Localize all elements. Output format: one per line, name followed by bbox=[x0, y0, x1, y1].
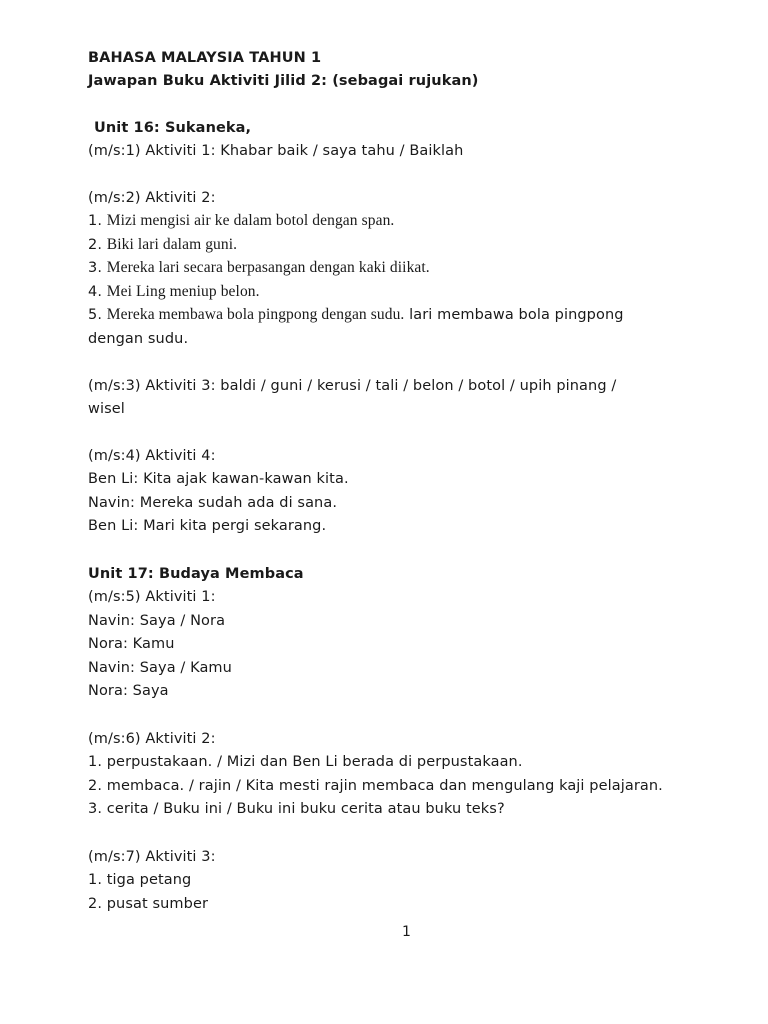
item-text: Mizi mengisi air ke dalam botol dengan span. bbox=[106, 212, 395, 229]
list-item bbox=[88, 211, 394, 231]
unit16-ms1-line: (m/s:1) Aktiviti 1: Khabar baik / saya tahu / Baiklah bbox=[88, 143, 464, 159]
unit16-ms2-heading: (m/s:2) Aktiviti 2: bbox=[88, 190, 216, 206]
unit17-heading: Unit 17: Budaya Membaca bbox=[88, 566, 304, 582]
page-number: 1 bbox=[402, 924, 411, 940]
list-item: 2. pusat sumber bbox=[88, 896, 209, 912]
item-number: 2. bbox=[88, 237, 107, 253]
list-item bbox=[88, 235, 237, 255]
list-item: 3. cerita / Buku ini / Buku ini buku cerita atau buku teks? bbox=[88, 801, 505, 817]
unit16-ms4-heading: (m/s:4) Aktiviti 4: bbox=[88, 448, 216, 464]
item-number: 3. bbox=[88, 260, 107, 276]
unit16-heading: Unit 16: Sukaneka, bbox=[94, 120, 252, 136]
dialogue-line: Nora: Saya bbox=[88, 683, 169, 699]
dialogue-line: Navin: Saya / Kamu bbox=[88, 660, 232, 676]
item-number: 1. bbox=[88, 213, 107, 229]
unit17-ms6-heading: (m/s:6) Aktiviti 2: bbox=[88, 731, 216, 747]
unit17-ms7-heading: (m/s:7) Aktiviti 3: bbox=[88, 849, 216, 865]
document-title: BAHASA MALAYSIA TAHUN 1 bbox=[88, 50, 322, 66]
item-text: Mei Ling meniup belon. bbox=[106, 283, 260, 300]
item-text-extra: lari membawa bola pingpong bbox=[404, 307, 624, 323]
unit16-ms3-line: (m/s:3) Aktiviti 3: baldi / guni / kerusi / tali / belon / botol / upih pinang / bbox=[88, 378, 617, 394]
list-item: 1. perpustakaan. / Mizi dan Ben Li berada di perpustakaan. bbox=[88, 754, 523, 770]
dialogue-line: Navin: Mereka sudah ada di sana. bbox=[88, 495, 338, 511]
item-text: Mereka membawa bola pingpong dengan sudu. bbox=[106, 306, 405, 323]
list-item-continuation: dengan sudu. bbox=[88, 331, 189, 347]
item-text: Mereka lari secara berpasangan dengan kaki diikat. bbox=[106, 259, 430, 276]
unit16-ms3-line-continuation: wisel bbox=[88, 401, 125, 417]
dialogue-line: Ben Li: Kita ajak kawan-kawan kita. bbox=[88, 471, 349, 487]
dialogue-line: Nora: Kamu bbox=[88, 636, 175, 652]
list-item: 2. membaca. / rajin / Kita mesti rajin membaca dan mengulang kaji pelajaran. bbox=[88, 778, 663, 794]
dialogue-line: Navin: Saya / Nora bbox=[88, 613, 226, 629]
item-text: Biki lari dalam guni. bbox=[106, 236, 238, 253]
list-item: 1. tiga petang bbox=[88, 872, 192, 888]
list-item bbox=[88, 258, 430, 278]
item-number: 5. bbox=[88, 307, 107, 323]
unit17-ms5-heading: (m/s:5) Aktiviti 1: bbox=[88, 589, 216, 605]
document-subtitle: Jawapan Buku Aktiviti Jilid 2: (sebagai rujukan) bbox=[88, 73, 479, 89]
list-item bbox=[88, 282, 260, 302]
item-number: 4. bbox=[88, 284, 107, 300]
dialogue-line: Ben Li: Mari kita pergi sekarang. bbox=[88, 518, 327, 534]
list-item bbox=[88, 305, 624, 325]
